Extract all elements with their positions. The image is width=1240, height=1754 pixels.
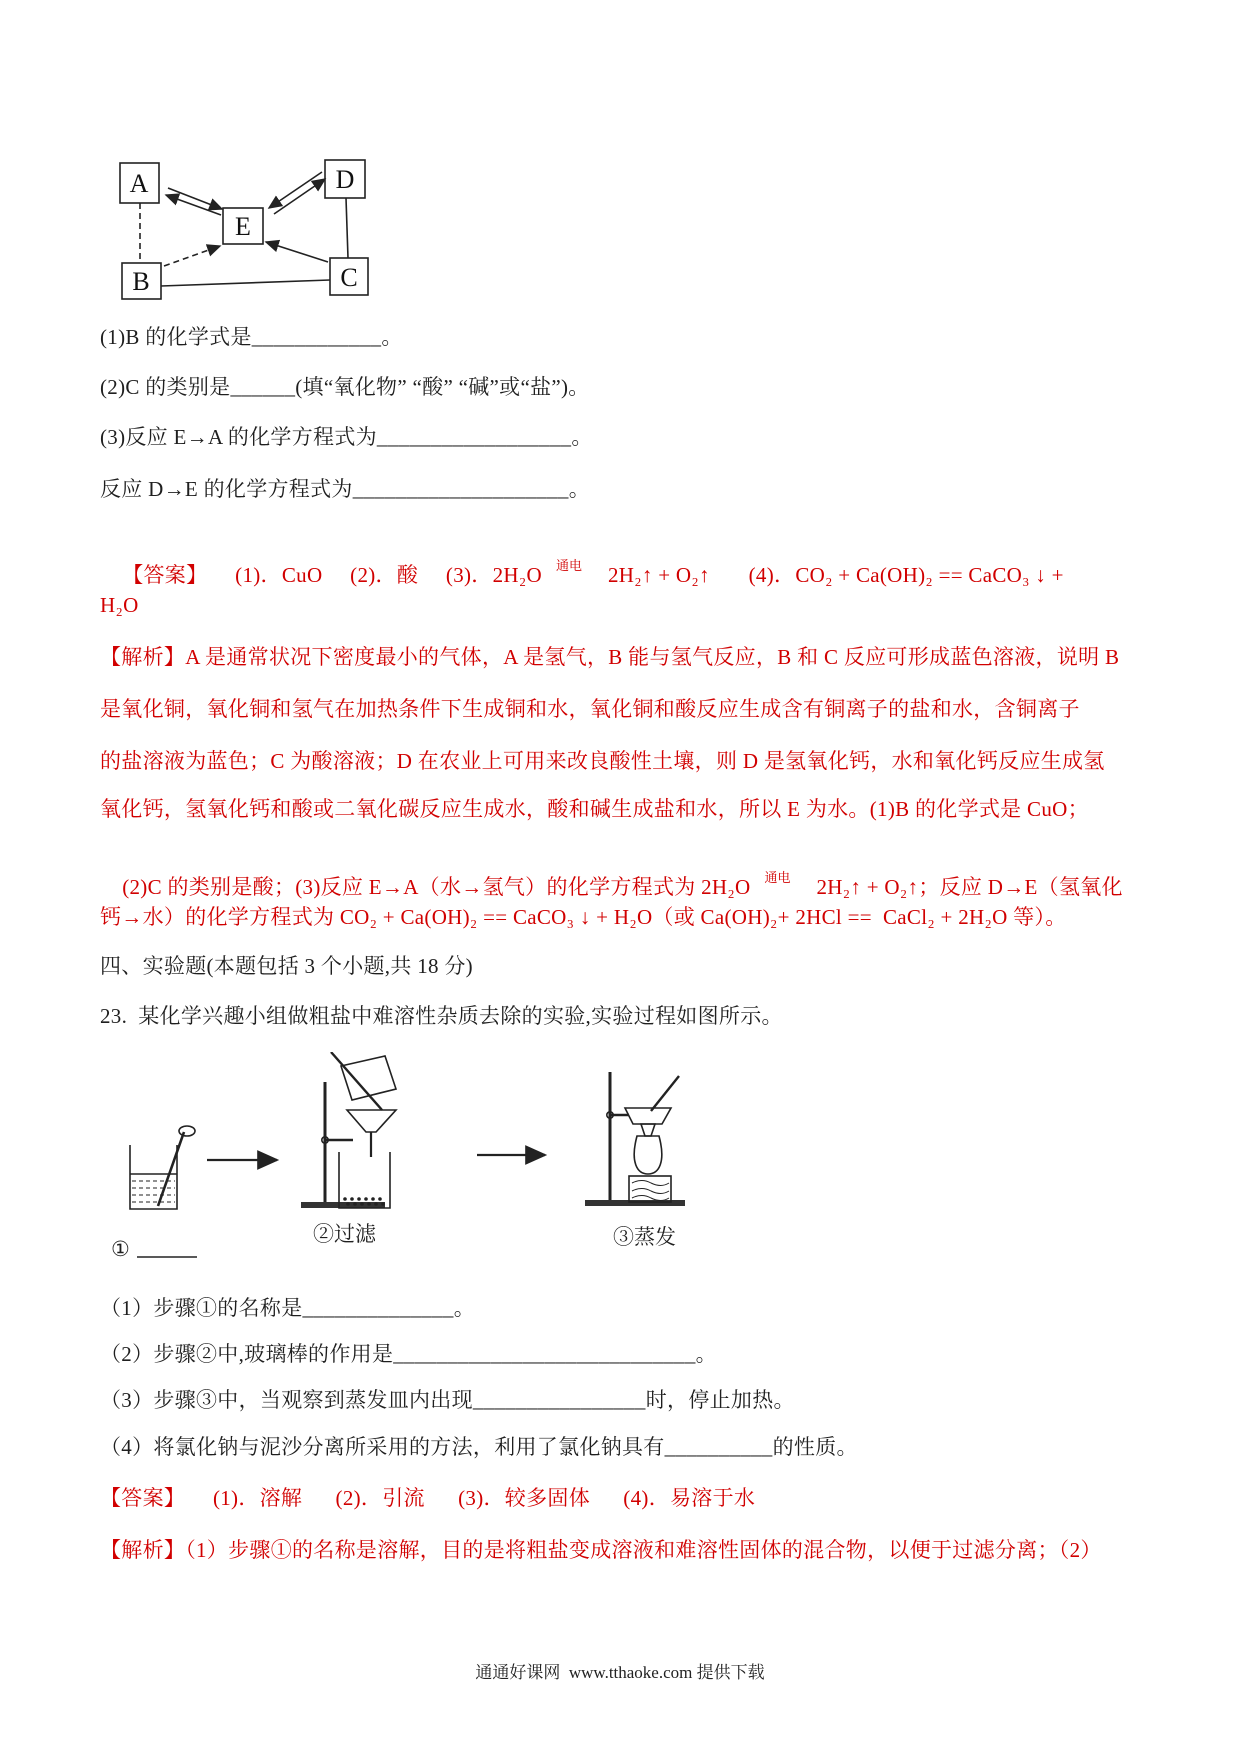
q23-part-2: （2）步骤②中,玻璃棒的作用是____________________________。 [100, 1342, 717, 1366]
q23-stem: 23. 某化学兴趣小组做粗盐中难溶性杂质去除的实验,实验过程如图所示。 [100, 1004, 783, 1028]
step2-label: ②过滤 [313, 1222, 376, 1246]
q22-answer-post: 2H₂↑ + O₂↑ (4)．CO₂ + Ca(OH)₂ == CaCO₃ ↓ + [607, 563, 1064, 587]
q22-answer-carry: H₂O [100, 593, 139, 617]
evaporating-dish [625, 1108, 671, 1124]
answer-label: 【答案】 [122, 563, 208, 587]
dissolve-apparatus [130, 1126, 195, 1209]
q22-part-1: (1)B 的化学式是____________。 [100, 325, 403, 349]
q23-part-4: （4）将氯化钠与泥沙分离所采用的方法，利用了氯化钠具有__________的性质。 [100, 1435, 858, 1459]
stand-base [301, 1202, 385, 1208]
q22-analysis-line-3: 的盐溶液为蓝色；C 为酸溶液；D 在农业上可用来改良酸性土壤，则 D 是氢氧化钙，水和氧化钙反应生成氢 [100, 749, 1105, 773]
q23-part-1: （1）步骤①的名称是______________。 [100, 1296, 475, 1320]
funnel [347, 1110, 396, 1132]
step1-label: ① [111, 1237, 130, 1261]
relation-diagram [118, 158, 370, 300]
q23-part-3: （3）步骤③中，当观察到蒸发皿内出现________________时，停止加热。 [100, 1388, 795, 1412]
link-c-d [346, 198, 348, 258]
glass-rod [331, 1052, 382, 1110]
q22-analysis-l5-post: 2H₂↑ + O₂↑；反应 D→E（氢氧化 [816, 875, 1123, 899]
section-header: 四、实验题(本题包括 3 个小题,共 18 分) [100, 954, 473, 978]
link-b-c [161, 280, 330, 286]
q22-analysis-line-4: 氧化钙，氢氧化钙和酸或二氧化碳反应生成水，酸和碱生成盐和水，所以 E 为水。(1)B 的化学式是 CuO； [100, 797, 1089, 821]
experiment-diagram [85, 1052, 700, 1267]
beaker [130, 1145, 177, 1209]
node-d-label: D [335, 165, 355, 194]
q22-part-2: (2)C 的类别是______(填“氧化物” “酸” “碱”或“盐”)。 [100, 375, 590, 399]
reaction-condition: 通电 [764, 870, 791, 885]
step3-label: ③蒸发 [613, 1225, 676, 1249]
node-c-label: C [340, 263, 358, 292]
arrow-e-to-d [274, 179, 325, 214]
arrow-c-to-e [266, 242, 328, 262]
spirit-lamp [634, 1136, 662, 1174]
q22-part-4: 反应 D→E 的化学方程式为____________________。 [100, 477, 590, 501]
node-b-label: B [132, 267, 150, 296]
q22-analysis-line-2: 是氧化铜，氧化铜和氢气在加热条件下生成铜和水，氧化铜和酸反应生成含有铜离子的盐和水，含铜离子 [100, 697, 1080, 721]
q22-analysis-l5-pre: (2)C 的类别是酸；(3)反应 E→A（水→氢气）的化学方程式为 2H₂O [122, 875, 751, 899]
glass-rod [651, 1076, 679, 1111]
q23-answer: 【答案】 (1)．溶解 (2)．引流 (3)．较多固体 (4)．易溶于水 [100, 1486, 756, 1510]
filtration-apparatus [301, 1052, 396, 1208]
q22-analysis-line-6: 钙→水）的化学方程式为 CO₂ + Ca(OH)₂ == CaCO₃ ↓ + H₂O（或 Ca(OH)₂+ 2HCl == CaCl₂ + 2H₂O 等）。 [100, 905, 1067, 929]
page-footer: 通通好课网 www.tthaoke.com 提供下载 [475, 1663, 765, 1682]
node-a-label: A [129, 169, 149, 198]
wood-block [629, 1176, 671, 1202]
node-e-label: E [235, 212, 251, 241]
q22-answer-pre: (1)．CuO (2)．酸 (3)．2H₂O [207, 563, 542, 587]
stand-base [585, 1200, 685, 1206]
arrow-b-to-e [164, 246, 220, 266]
reaction-condition: 通电 [555, 558, 582, 573]
q22-analysis-line-1: 【解析】A 是通常状况下密度最小的气体，A 是氢气，B 能与氢气反应，B 和 C 反应可形成蓝色溶液，说明 B [100, 645, 1120, 669]
q22-answer [100, 534, 1064, 614]
evaporation-apparatus [585, 1072, 685, 1206]
q22-part-3: (3)反应 E→A 的化学方程式为__________________。 [100, 425, 593, 449]
arrow-d-to-e [269, 172, 322, 208]
q23-analysis: 【解析】（1）步骤①的名称是溶解，目的是将粗盐变成溶液和难溶性固体的混合物，以便于过滤分离；（2） [100, 1538, 1102, 1562]
